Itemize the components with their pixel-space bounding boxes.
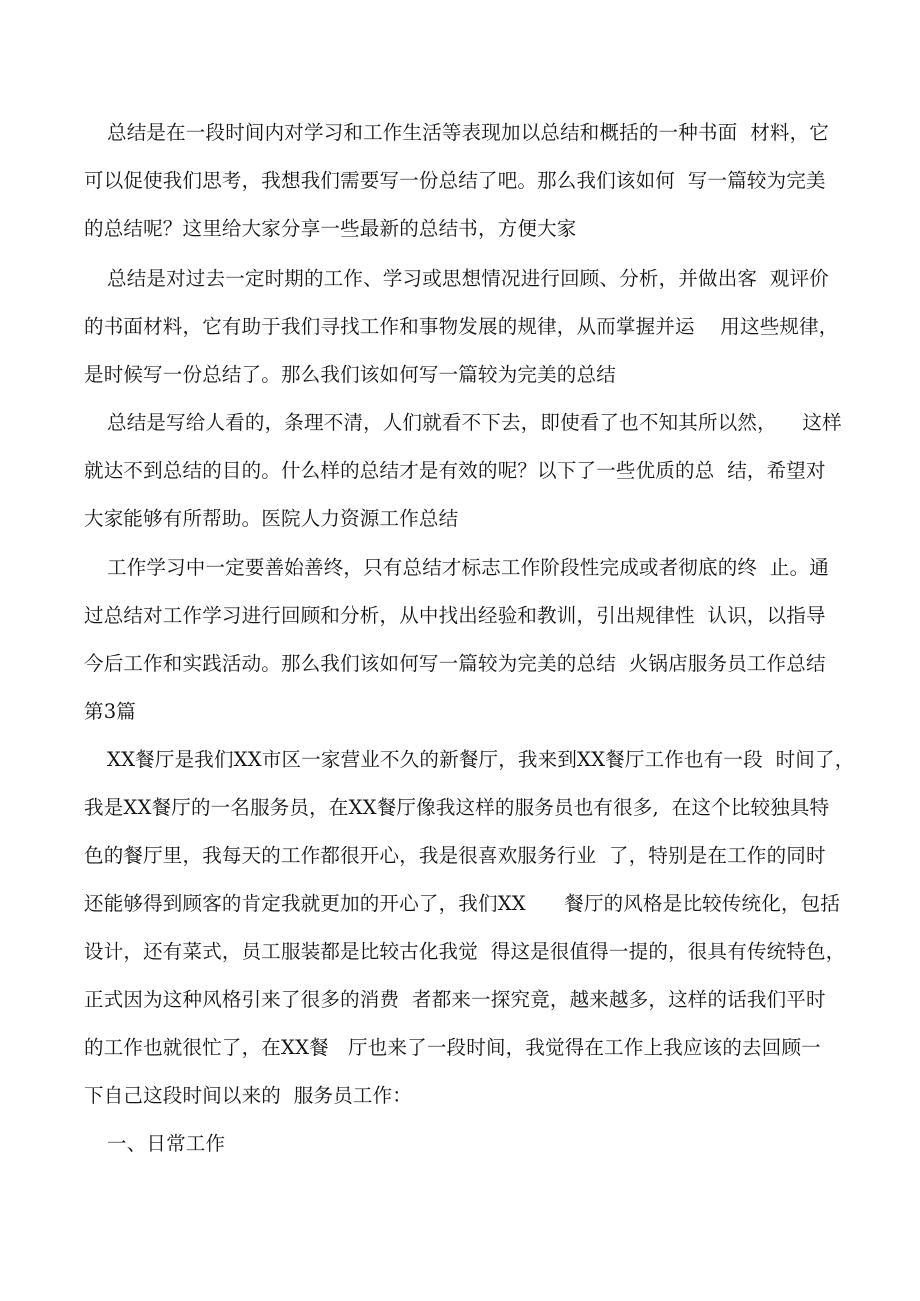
text-line: 的工作也就很忙了，在XX餐 厅也来了一段时间，我觉得在工作上我应该的去回顾一 xyxy=(84,1036,821,1059)
text-line: XX餐厅是我们XX市区一家营业不久的新餐厅，我来到XX餐厅工作也有一段 时间了， xyxy=(107,748,855,771)
text-line: 过总结对工作学习进行回顾和分析，从中找出经验和教训，引出规律性 认识，以指导 xyxy=(84,604,826,627)
text-line: 还能够得到顾客的肯定我就更加的开心了，我们XX 餐厅的风格是比较传统化，包括 xyxy=(84,892,841,915)
text-line: 是时候写一份总结了。那么我们该如何写一篇较为完美的总结 xyxy=(84,363,616,386)
text-line: 工作学习中一定要善始善终，只有总结才标志工作阶段性完成或者彻底的终 止。通 xyxy=(107,556,829,579)
text-line: 总结是对过去一定时期的工作、学习或思想情况进行回顾、分析，并做出客 观评价 xyxy=(107,267,829,290)
text-line: 正式因为这种风格引来了很多的消费 者都来一探究竟，越来越多，这样的话我们平时 xyxy=(84,988,826,1011)
text-line: 总结是在一段时间内对学习和工作生活等表现加以总结和概括的一种书面 材料，它 xyxy=(107,121,829,144)
section-heading: 一、日常工作 xyxy=(107,1132,226,1155)
text-line: 下自己这段时间以来的 服务员工作： xyxy=(84,1084,412,1107)
text-line: 的总结呢？这里给大家分享一些最新的总结书，方便大家 xyxy=(84,217,577,240)
text-line: 第3篇 xyxy=(84,700,137,723)
text-line: 今后工作和实践活动。那么我们该如何写一篇较为完美的总结 火锅店服务员工作总结 xyxy=(84,652,826,675)
text-line: 可以促使我们思考，我想我们需要写一份总结了吧。那么我们该如何 写一篇较为完美 xyxy=(84,169,826,192)
text-line: 就达不到总结的目的。什么样的总结才是有效的呢？以下了一些优质的总 结，希望对 xyxy=(84,459,826,482)
text-line: 的书面材料，它有助于我们寻找工作和事物发展的规律，从而掌握并运 用这些规律， xyxy=(84,315,839,338)
text-line: 色的餐厅里，我每天的工作都很开心，我是很喜欢服务行业 了，特别是在工作的同时 xyxy=(84,844,826,867)
text-line: 总结是写给人看的，条理不清，人们就看不下去，即使看了也不知其所以然， 这样 xyxy=(107,411,842,434)
text-line: 我是XX餐厅的一名服务员，在XX餐厅像我这样的服务员也有很多, 在这个比较独具特 xyxy=(84,796,830,819)
text-line: 设计，还有菜式，员工服装都是比较古化我觉 得这是很值得一提的，很具有传统特色， xyxy=(84,940,846,963)
text-line: 大家能够有所帮助。医院人力资源工作总结 xyxy=(84,507,459,530)
